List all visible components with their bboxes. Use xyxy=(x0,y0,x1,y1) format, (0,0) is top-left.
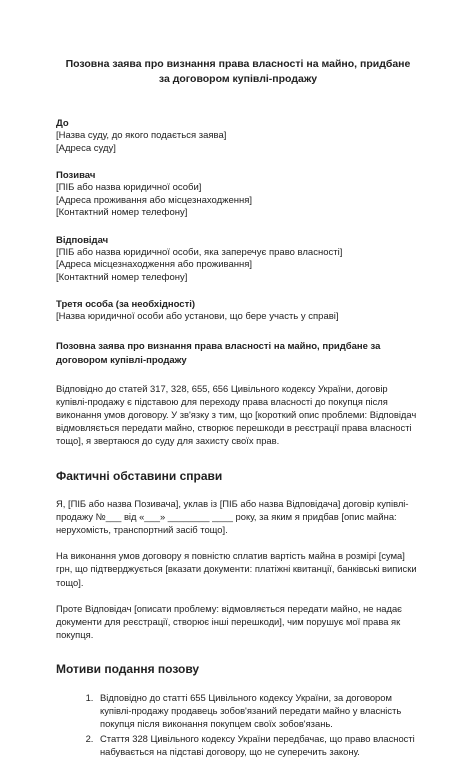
defendant-label: Відповідач xyxy=(56,234,109,246)
to-block xyxy=(56,117,420,155)
motives-list-item: 2. Стаття 328 Цивільного кодексу України передбачає, що право власності набувається на підставі договору, що не суперечить закону. xyxy=(96,732,420,758)
facts-paragraph-3: Проте Відповідач [описати проблему: відмовляється передати майно, не надає документи для реєстрації, створює інші перешкоди], чим порушує мої права як покупця. xyxy=(56,602,402,641)
facts-heading: Фактичні обставини справи xyxy=(56,468,223,483)
court-name: [Назва суду, до якого подається заява] xyxy=(56,130,227,141)
facts-paragraph-2: На виконання умов договору я повністю сплатив вартість майна в розмірі [сума] грн, що підтверджується [вказати документи: платіжні квитанції, банківські виписки тощо]. xyxy=(56,550,417,588)
plaintiff-phone: [Контактний номер телефону] xyxy=(56,207,188,218)
defendant-phone: [Контактний номер телефону] xyxy=(56,271,188,283)
defendant-address: [Адреса місцезнаходження або проживання] xyxy=(56,259,253,270)
claim-heading: Позовна заява про визнання права власності на майно, придбане за договором купівлі-продажу xyxy=(56,340,381,366)
third-party-label: Третя особа (за необхідності) xyxy=(56,299,196,310)
defendant-name: [ПІБ або назва юридичної особи, яка заперечує право власності] xyxy=(56,246,343,258)
facts-paragraph-1: Я, [ПІБ або назва Позивача], уклав із [ПІБ або назва Відповідача] договір купівлі-продажу №___ від «___» ________ ____ року, за яким я придбав [опис майна: нерухомість, транспортний засіб тощо]. xyxy=(56,497,409,535)
intro-paragraph: Відповідно до статей 317, 328, 655, 656 Цивільного кодексу України, договір купівлі-продажу є підставою для переходу права власності до покупця після виконання умов договору. У зв'язку з тим, що [короткий опис проблеми: Відповідач відмовляється передати майно, створює перешкоди в реєстрації права власності тощо], я звертаюся до суду для захисту своїх прав. xyxy=(56,382,417,447)
document-title: Позовна заява про визнання права власності на майно, придбане за договором купівлі-продажу xyxy=(65,58,411,85)
third-party-block xyxy=(56,298,420,324)
court-address: [Адреса суду] xyxy=(56,142,116,154)
plaintiff-label: Позивач xyxy=(56,170,96,181)
plaintiff-name: [ПІБ або назва юридичної особи] xyxy=(56,182,202,193)
third-party-name: [Назва юридичної особи або установи, що бере участь у справі] xyxy=(56,311,339,322)
defendant-block xyxy=(56,234,420,285)
motives-list xyxy=(56,691,420,758)
plaintiff-block xyxy=(56,169,420,220)
motives-heading: Мотиви подання позову xyxy=(56,662,200,677)
to-label: До xyxy=(56,118,69,129)
motives-list-item: 1. Відповідно до статті 655 Цивільного кодексу України, за договором купівлі-продажу продавець зобов'язаний передати майно у власність покупця після виконання покупцем своїх зобов'язань. xyxy=(96,691,420,730)
plaintiff-address: [Адреса проживання або місцезнаходження] xyxy=(56,194,253,206)
